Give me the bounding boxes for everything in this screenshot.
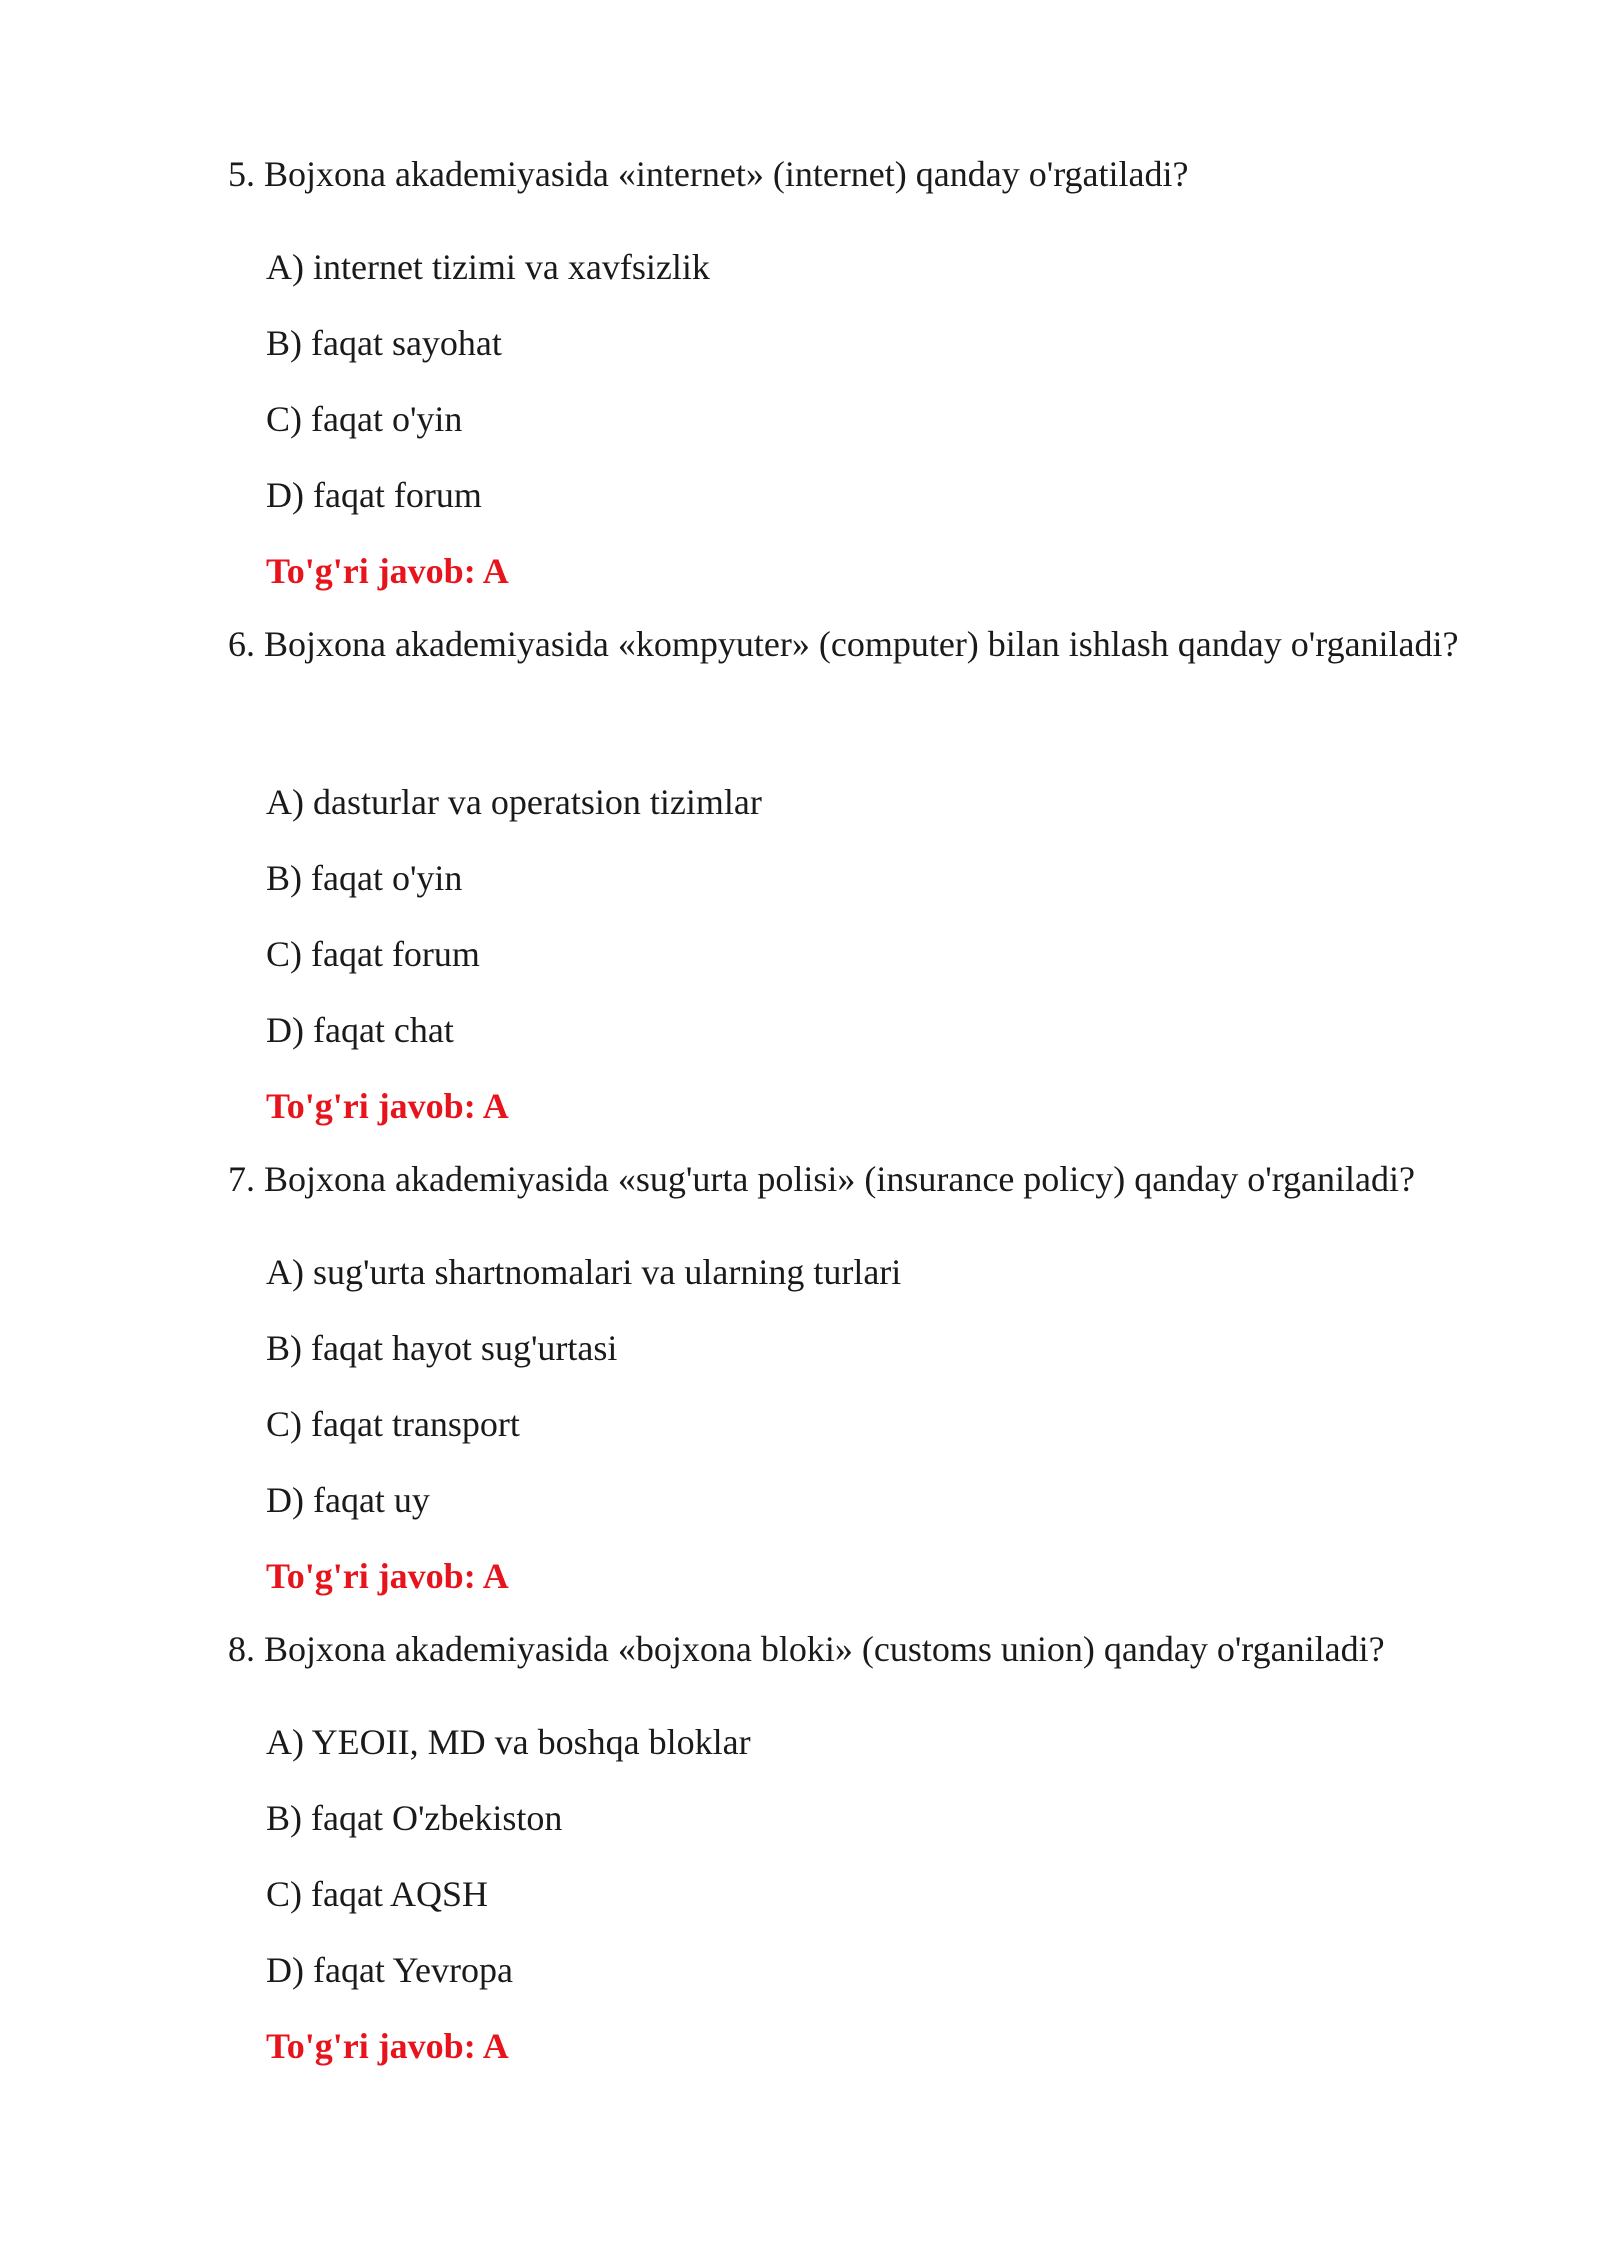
correct-answer: To'g'ri javob: A bbox=[266, 2026, 509, 2066]
option-a: A) sug'urta shartnomalari va ularning turlari bbox=[266, 1252, 902, 1292]
option-b: B) faqat sayohat bbox=[266, 323, 502, 363]
option-b: B) faqat o'yin bbox=[266, 858, 463, 898]
option-c: C) faqat o'yin bbox=[266, 399, 463, 439]
option-b: B) faqat O'zbekiston bbox=[266, 1798, 563, 1838]
question-text: 8. Bojxona akademiyasida «bojxona bloki» (customs union) qanday o'rganiladi? bbox=[228, 1629, 1385, 1669]
option-a: A) internet tizimi va xavfsizlik bbox=[266, 247, 710, 287]
option-d: D) faqat chat bbox=[266, 1010, 454, 1050]
correct-answer: To'g'ri javob: A bbox=[266, 1556, 509, 1596]
option-d: D) faqat uy bbox=[266, 1480, 430, 1520]
correct-answer: To'g'ri javob: A bbox=[266, 551, 509, 591]
option-c: C) faqat transport bbox=[266, 1404, 520, 1444]
option-a: A) YEOII, MD va boshqa bloklar bbox=[266, 1722, 751, 1762]
correct-answer: To'g'ri javob: A bbox=[266, 1086, 509, 1126]
option-a: A) dasturlar va operatsion tizimlar bbox=[266, 782, 762, 822]
option-d: D) faqat forum bbox=[266, 475, 482, 515]
question-text: 7. Bojxona akademiyasida «sug'urta polisi» (insurance policy) qanday o'rganiladi? bbox=[228, 1159, 1415, 1199]
question-text: 5. Bojxona akademiyasida «internet» (internet) qanday o'rgatiladi? bbox=[228, 154, 1189, 194]
option-b: B) faqat hayot sug'urtasi bbox=[266, 1328, 618, 1368]
option-d: D) faqat Yevropa bbox=[266, 1950, 513, 1990]
question-text: 6. Bojxona akademiyasida «kompyuter» (computer) bilan ishlash qanday o'rganiladi? bbox=[228, 624, 1459, 664]
option-c: C) faqat forum bbox=[266, 934, 480, 974]
option-c: C) faqat AQSH bbox=[266, 1874, 488, 1914]
